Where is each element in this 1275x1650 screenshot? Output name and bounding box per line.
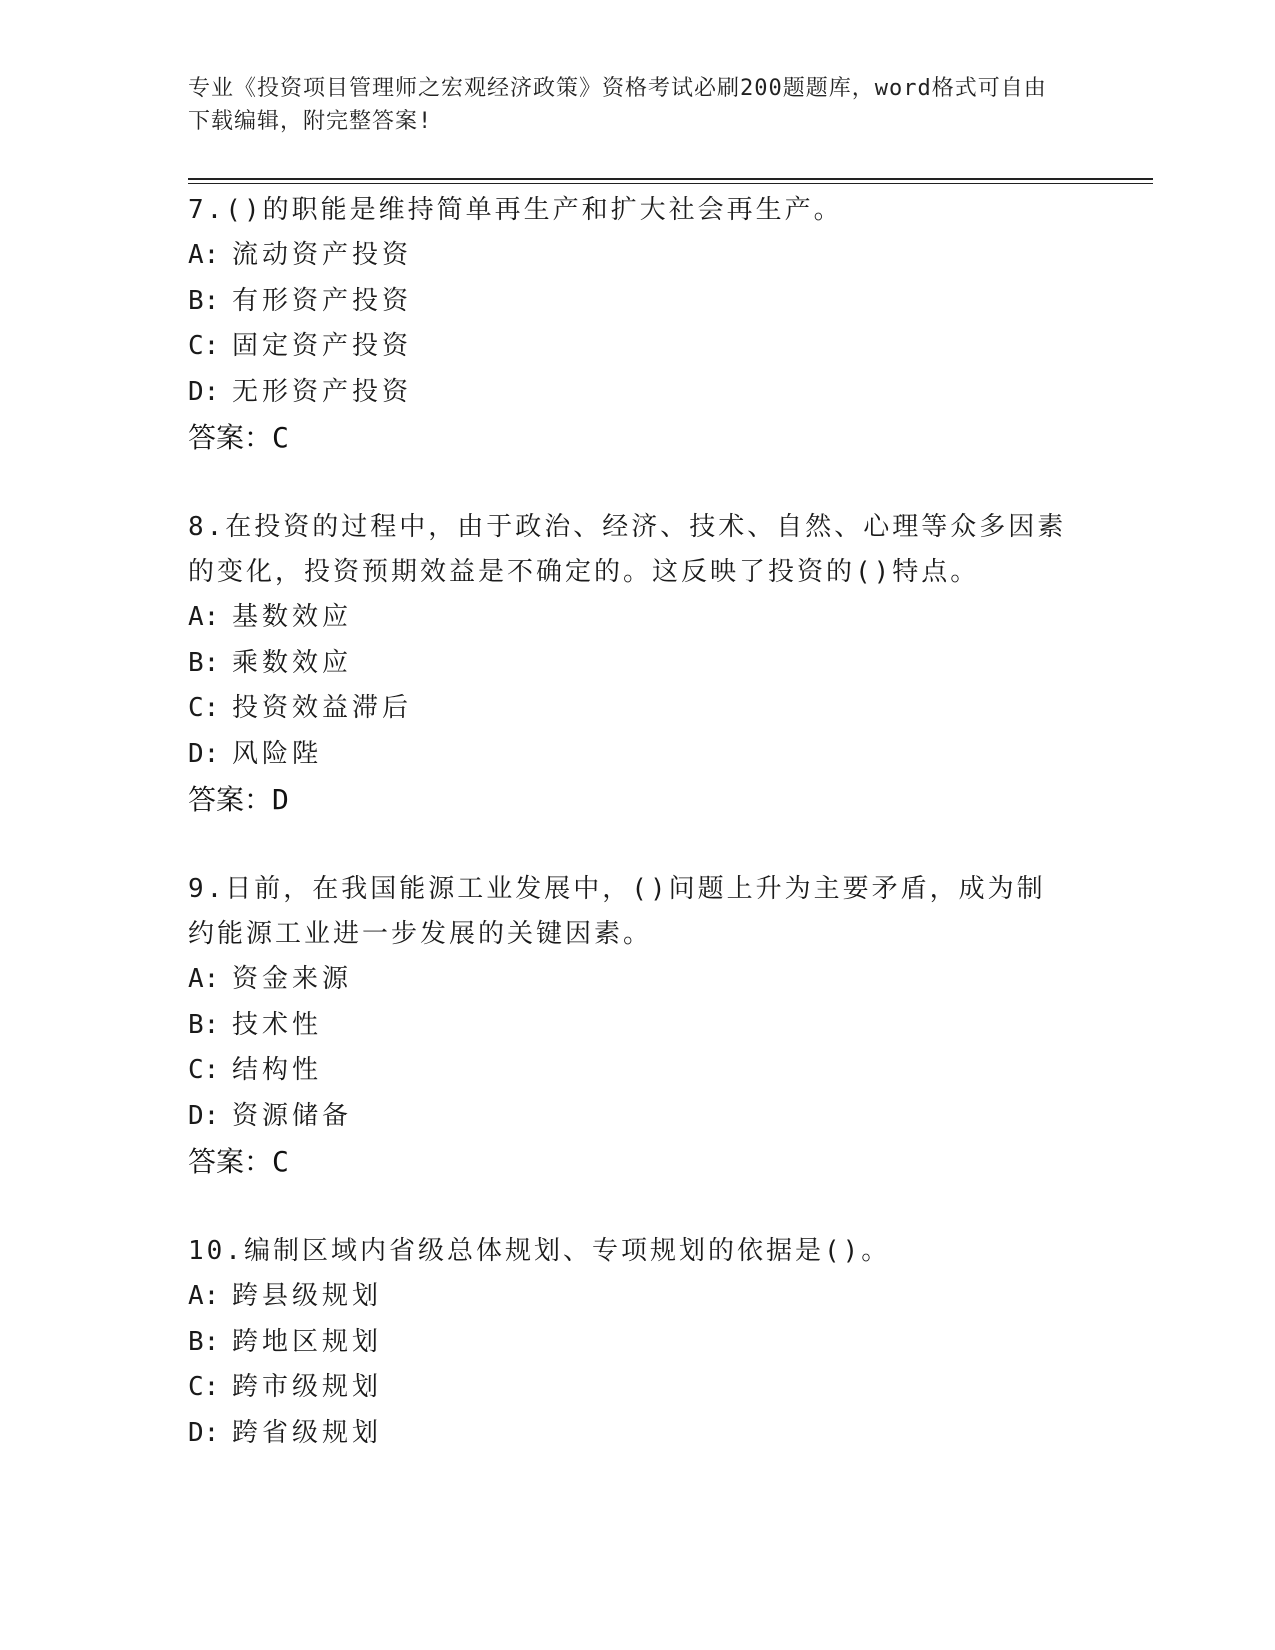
option-letter: B:: [188, 1009, 220, 1040]
option-a: [188, 1274, 1068, 1320]
header-divider-thin: [188, 183, 1153, 184]
option-letter: D:: [188, 738, 220, 769]
question-text: 7.()的职能是维持简单再生产和扩大社会再生产。: [188, 195, 843, 225]
option-letter: A:: [188, 240, 220, 270]
option-text: 有形资产投资: [232, 285, 413, 316]
option-d: [188, 370, 1068, 416]
option-d: [188, 1411, 1068, 1457]
option-text: 跨县级规划: [232, 1281, 383, 1311]
option-a: [188, 595, 1068, 641]
option-letter: C:: [188, 1372, 220, 1402]
answer-label: 答案：: [188, 1145, 273, 1178]
answer-value: D: [272, 783, 289, 816]
option-text: 资源储备: [232, 1100, 353, 1131]
option-letter: D:: [188, 1417, 220, 1448]
option-b: [188, 279, 1068, 325]
question-7: [188, 188, 1068, 460]
question-text: 9.日前，在我国能源工业发展中，()问题上升为主要矛盾，成为制约能源工业进一步发展的关键因素。: [188, 874, 1046, 949]
option-b: [188, 641, 1068, 687]
question-10: [188, 1229, 1068, 1456]
option-text: 乘数效应: [232, 647, 353, 678]
question-spacer: [188, 1184, 1068, 1229]
option-text: 固定资产投资: [232, 331, 413, 361]
option-a: [188, 957, 1068, 1003]
answer-label: 答案：: [188, 783, 273, 816]
option-letter: A:: [188, 964, 220, 994]
option-text: 跨省级规划: [232, 1417, 383, 1448]
question-9: [188, 867, 1068, 1184]
option-text: 跨地区规划: [232, 1326, 383, 1357]
answer-line: [188, 415, 1068, 460]
option-text: 无形资产投资: [232, 376, 413, 407]
question-spacer: [188, 460, 1068, 505]
option-letter: B:: [188, 285, 220, 316]
option-text: 跨市级规划: [232, 1372, 383, 1402]
option-text: 流动资产投资: [232, 240, 413, 270]
option-text: 资金来源: [232, 964, 353, 994]
question-8: [188, 505, 1068, 822]
answer-line: [188, 1139, 1068, 1184]
option-letter: B:: [188, 1326, 220, 1357]
option-text: 基数效应: [232, 602, 353, 632]
option-text: 风险陛: [232, 738, 323, 769]
option-letter: D:: [188, 1100, 220, 1131]
option-letter: C:: [188, 331, 220, 361]
option-letter: A:: [188, 1281, 220, 1311]
option-text: 结构性: [232, 1055, 323, 1085]
option-letter: C:: [188, 1055, 220, 1085]
option-d: [188, 732, 1068, 778]
option-text: 投资效益滞后: [232, 693, 413, 723]
question-spacer: [188, 822, 1068, 867]
option-letter: B:: [188, 647, 220, 678]
question-list: [188, 188, 1068, 1456]
option-b: [188, 1003, 1068, 1049]
header-divider: [188, 178, 1153, 180]
option-a: [188, 233, 1068, 279]
option-letter: D:: [188, 376, 220, 407]
document-header: 专业《投资项目管理师之宏观经济政策》资格考试必刷200题题库，word格式可自由下载编辑，附完整答案!: [188, 76, 1047, 134]
option-c: [188, 1048, 1068, 1094]
option-letter: A:: [188, 602, 220, 632]
question-text: 8.在投资的过程中，由于政治、经济、技术、自然、心理等众多因素的变化，投资预期效益是不确定的。这反映了投资的()特点。: [188, 512, 1067, 587]
option-b: [188, 1320, 1068, 1366]
option-text: 技术性: [232, 1009, 323, 1040]
option-c: [188, 324, 1068, 370]
option-c: [188, 686, 1068, 732]
question-text: 10.编制区域内省级总体规划、专项规划的依据是()。: [188, 1236, 891, 1266]
option-c: [188, 1365, 1068, 1411]
answer-value: C: [272, 421, 289, 454]
answer-value: C: [272, 1145, 289, 1178]
option-d: [188, 1094, 1068, 1140]
answer-label: 答案：: [188, 421, 273, 454]
answer-line: [188, 777, 1068, 822]
option-letter: C:: [188, 693, 220, 723]
